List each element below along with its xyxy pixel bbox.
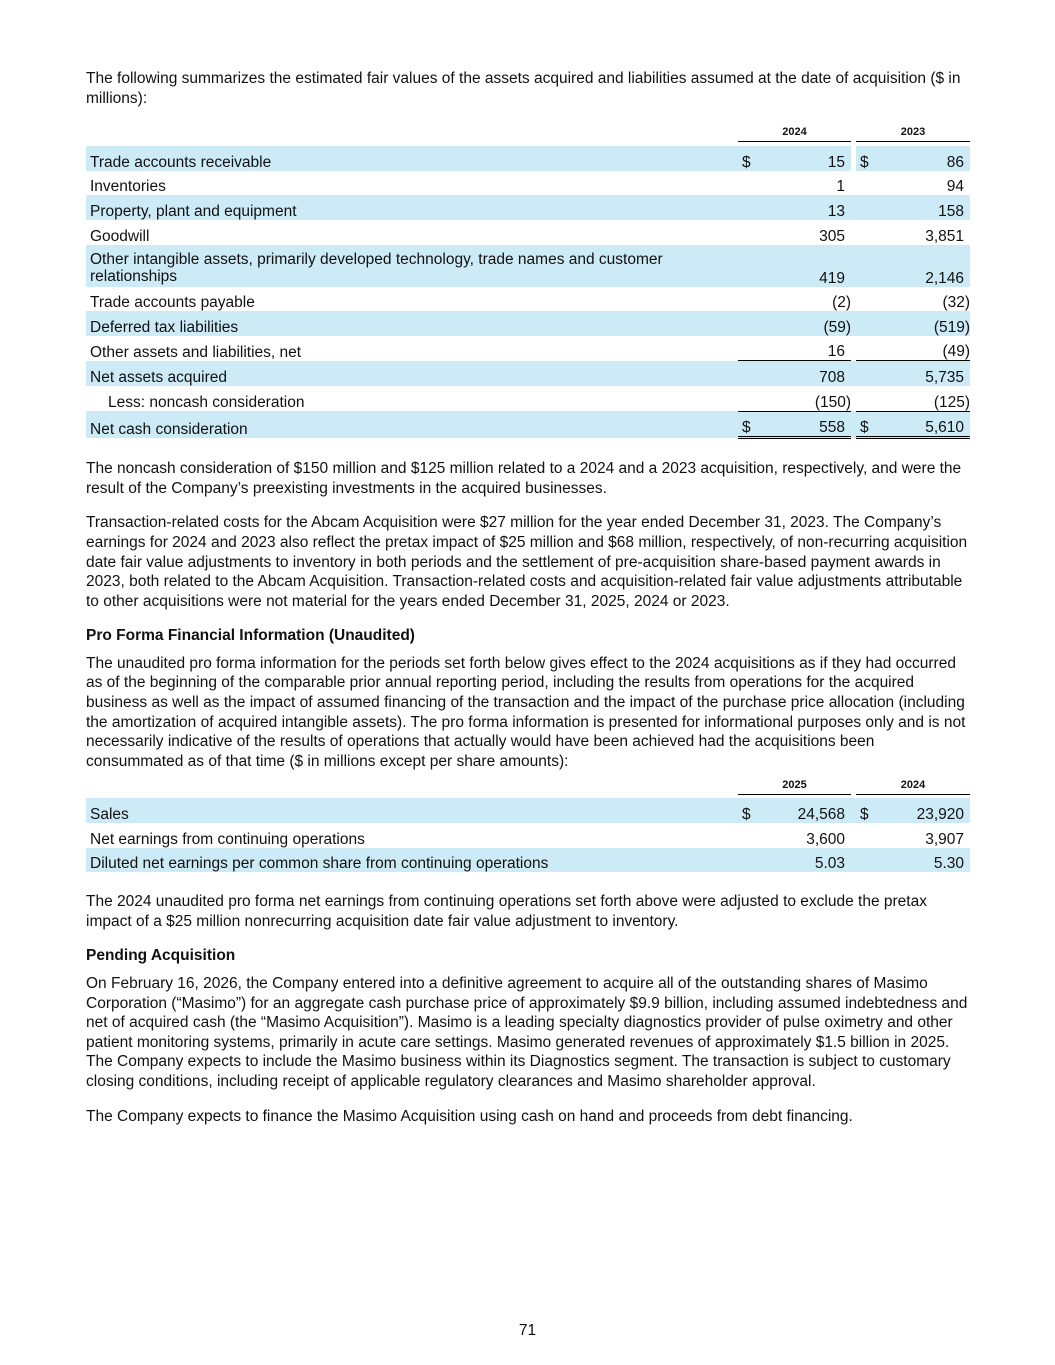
table-row (86, 848, 970, 873)
value-cell: 158 (873, 195, 970, 220)
table-row (86, 336, 970, 361)
currency-symbol: $ (856, 798, 873, 823)
value-cell: 86 (873, 146, 970, 171)
table-row (86, 386, 970, 411)
row-label: Net earnings from continuing operations (90, 830, 365, 848)
value-cell: 24,568 (754, 798, 851, 823)
table-row (86, 361, 970, 386)
value-cell: 3,600 (806, 830, 846, 848)
noncash-paragraph: The noncash consideration of $150 million and $125 million related to a 2024 and a 2023 acquisition, respectively, and were the result of the Company’s preexisting investments in the acquired businesses. (86, 460, 962, 497)
pro-forma-paragraph: The unaudited pro forma information for the periods set forth below gives effect to the 2024 acquisitions as if they had occurred as of the beginning of the comparable prior annual reporting period, including the results from operations for the acquired business as well as the impact of assumed financing of the transaction and the impact of the purchase price allocation (including the amortization of acquired intangible assets). The pro forma information is presented for informational purposes only and is not necessarily indicative of the results of operations that actually would have been achieved had the acquisitions been consummated as of that time ($ in millions except per share amounts): (86, 654, 966, 770)
value-cell: (125) (873, 386, 970, 411)
row-label: Net cash consideration (86, 411, 738, 438)
row-label: Other intangible assets, primarily developed technology, trade names and customer relationships (86, 245, 738, 287)
row-label: Less: noncash consideration (108, 394, 305, 412)
pending-acquisition-paragraph: On February 16, 2026, the Company entered into a definitive agreement to acquire all of the outstanding shares of Masimo Corporation (“Masimo”) for an aggregate cash purchase price of approximately $9.9 billion, including assumed indebtedness and net of acquired cash (the “Masimo Acquisition”). Masimo is a leading specialty diagnostics provider of pulse oximetry and other patient monitoring systems, primarily in acute care settings. Masimo generated revenues of approximately $1.5 billion in 2025. The Company expects to include the Masimo business within its Diagnostics segment. The transaction is subject to customary closing conditions, including receipt of applicable regulatory clearances and Masimo shareholder approval. (86, 975, 968, 1090)
currency-symbol: $ (738, 146, 754, 171)
year-header: 2024 (738, 124, 851, 142)
year-header: 2023 (856, 124, 970, 142)
row-label: Deferred tax liabilities (86, 311, 738, 336)
year-header: 2025 (738, 777, 851, 795)
section-heading-pro-forma: Pro Forma Financial Information (Unaudited) (86, 627, 415, 645)
currency-symbol: $ (738, 411, 754, 438)
pro-forma-note-paragraph: The 2024 unaudited pro forma net earnings from continuing operations set forth above were adjusted to exclude the pretax impact of a $25 million nonrecurring acquisition date fair value adjustment to inventory. (86, 893, 927, 930)
table-row (86, 287, 970, 312)
table-row (86, 311, 970, 336)
year-header: 2024 (856, 777, 970, 795)
value-cell: 305 (819, 227, 846, 245)
row-label: Inventories (90, 178, 166, 196)
table-row (86, 411, 970, 438)
value-cell: 3,907 (925, 830, 965, 848)
currency-symbol: $ (856, 411, 873, 438)
row-label: Trade accounts receivable (86, 146, 738, 171)
row-label: Net assets acquired (86, 361, 738, 386)
transaction-costs-paragraph: Transaction-related costs for the Abcam Acquisition were $27 million for the year ended December 31, 2023. The Company’s earnings for 2024 and 2023 also reflect the pretax impact of $25 million and $68 million, respectively, of non-recurring acquisition date fair value adjustments to inventory in both periods and the settlement of pre-acquisition share-based payment awards in 2023, both related to the Abcam Acquisition. Transaction-related costs and acquisition-related fair value adjustments attributable to other acquisitions were not material for the years ended December 31, 2025, 2024 or 2023. (86, 514, 968, 610)
value-cell: (49) (873, 336, 970, 361)
row-label: Other assets and liabilities, net (90, 343, 302, 361)
intro-paragraph: The following summarizes the estimated fair values of the assets acquired and liabilities assumed at the date of acquisition ($ in millions): (86, 70, 961, 107)
value-cell: (150) (754, 386, 851, 411)
page-number: 71 (518, 1322, 537, 1339)
document-page (86, 69, 970, 1126)
row-label: Sales (86, 798, 738, 823)
acquisition-fair-value-table (86, 124, 970, 439)
table-header-row (86, 777, 970, 795)
value-cell: (2) (832, 294, 852, 312)
value-cell: 708 (754, 361, 851, 386)
value-cell: 13 (754, 195, 851, 220)
section-heading-pending: Pending Acquisition (86, 947, 236, 965)
table-row (86, 146, 970, 171)
value-cell: 16 (754, 336, 851, 361)
row-label: Property, plant and equipment (86, 195, 738, 220)
pro-forma-table (86, 777, 970, 872)
value-cell: 2,146 (873, 245, 970, 287)
row-label: Trade accounts payable (90, 294, 255, 312)
table-row (86, 171, 970, 196)
value-cell: 94 (946, 178, 965, 196)
table-row (86, 823, 970, 848)
table-row (86, 220, 970, 245)
value-cell: (32) (942, 294, 971, 312)
value-cell: 5.03 (754, 848, 851, 873)
value-cell: 419 (754, 245, 851, 287)
value-cell: 1 (836, 178, 846, 196)
table-row (86, 798, 970, 823)
value-cell: 558 (754, 411, 851, 438)
value-cell: 23,920 (873, 798, 970, 823)
currency-symbol: $ (856, 146, 873, 171)
value-cell: 3,851 (925, 227, 965, 245)
value-cell: (519) (873, 311, 970, 336)
value-cell: 5.30 (873, 848, 970, 873)
value-cell: 5,735 (873, 361, 970, 386)
value-cell: 5,610 (873, 411, 970, 438)
financing-paragraph: The Company expects to finance the Masimo Acquisition using cash on hand and proceeds from debt financing. (86, 1107, 853, 1125)
currency-symbol: $ (738, 798, 754, 823)
row-label: Diluted net earnings per common share from continuing operations (86, 848, 738, 873)
value-cell: (59) (754, 311, 851, 336)
row-label: Goodwill (90, 227, 150, 245)
value-cell: 15 (754, 146, 851, 171)
table-row (86, 195, 970, 220)
table-header-row (86, 124, 970, 142)
table-row (86, 245, 970, 287)
